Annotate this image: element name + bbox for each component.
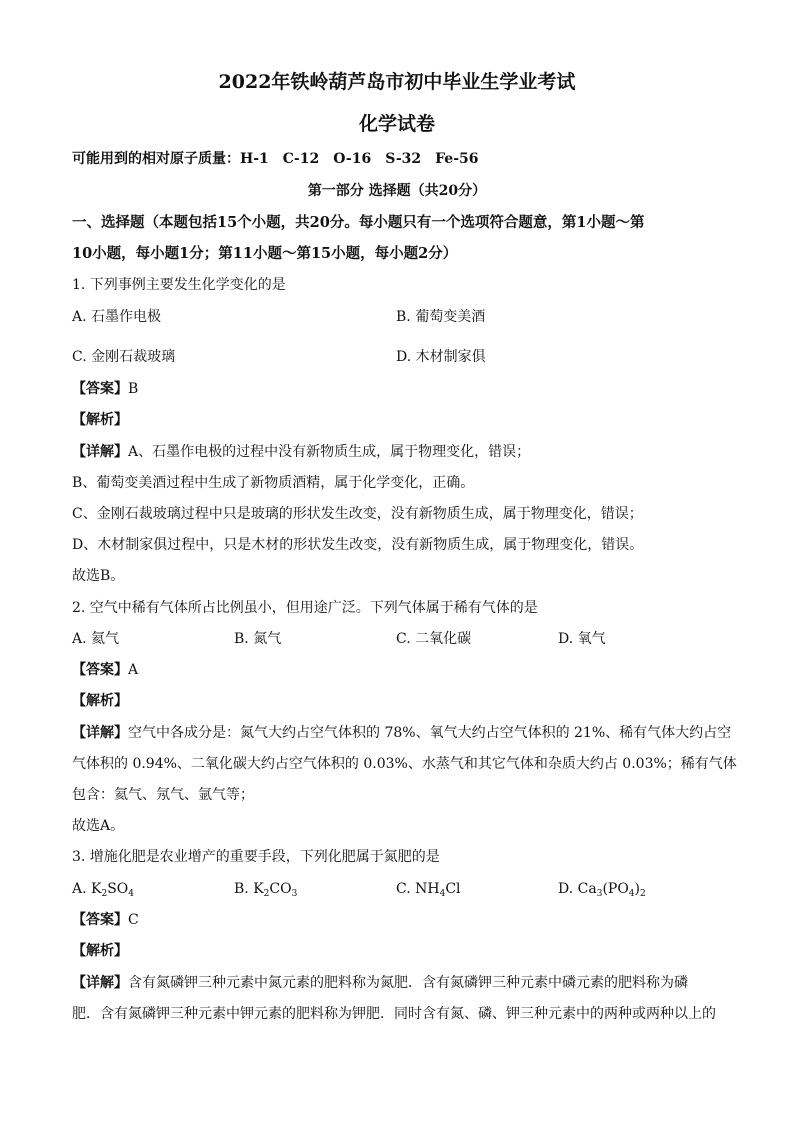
q3-detail-1 (72, 974, 688, 992)
q2-answer (72, 661, 138, 679)
q3-detail-2: 肥．含有氮磷钾三种元素中钾元素的肥料称为钾肥．同时含有氮、磷、钾三种元素中的两种或两种以上的 (72, 1006, 716, 1022)
q2-detail-1 (72, 724, 731, 742)
formula-part: Cl (445, 881, 461, 897)
q1-detail-1 (72, 443, 530, 461)
q3-answer (72, 911, 139, 929)
formula-part: ) (634, 881, 640, 897)
detail-label: 【详解】 (72, 725, 128, 741)
q3-option-c (396, 880, 461, 898)
formula-subscript: 4 (628, 889, 635, 899)
part1-title: 第一部分 选择题（共20分） (307, 183, 487, 199)
formula-subscript: 2 (263, 889, 270, 899)
option-prefix: C. (396, 881, 416, 897)
option-prefix: A. (72, 881, 92, 897)
q3-answer-value: C (128, 912, 139, 928)
q2-analysis-label: 【解析】 (72, 693, 128, 709)
q3-stem: 3. 增施化肥是农业增产的重要手段，下列化肥属于氮肥的是 (72, 849, 440, 865)
detail-label: 【详解】 (72, 444, 128, 460)
q1-answer (72, 380, 138, 398)
answer-label: 【答案】 (72, 912, 128, 928)
exam-subtitle: 化学试卷 (358, 113, 435, 135)
q2-option-a: A. 氦气 (72, 631, 120, 647)
instructions-line-2: 10小题，每小题1分；第11小题～第15小题，每小题2分） (72, 245, 458, 262)
formula-part: CO (269, 881, 292, 897)
q2-detail-2: 气体积的 0.94%、二氧化碳大约占空气体积的 0.03%、水蒸气和其它气体和杂质大约占 0.03%；稀有气体 (72, 756, 737, 772)
formula-subscript: 2 (101, 889, 108, 899)
formula-subscript: 4 (128, 889, 135, 899)
q1-detail-2: B、葡萄变美酒过程中生成了新物质酒精，属于化学变化，正确。 (72, 475, 475, 491)
q1-option-b: B. 葡萄变美酒 (396, 309, 486, 325)
formula-subscript: 3 (596, 889, 603, 899)
q1-conclusion: 故选B。 (72, 568, 125, 584)
formula-part: SO (107, 881, 129, 897)
option-prefix: D. (558, 881, 578, 897)
formula-subscript: 2 (640, 889, 646, 899)
formula-part: K (91, 881, 102, 897)
q1-option-a: A. 石墨作电极 (72, 309, 162, 325)
answer-label: 【答案】 (72, 381, 128, 397)
q1-answer-value: B (128, 381, 139, 397)
detail-label: 【详解】 (72, 975, 128, 991)
q1-detail-4: D、木材制家俱过程中，只是木材的形状发生改变，没有新物质生成，属于物理变化，错误。 (72, 537, 644, 553)
formula-subscript: 3 (291, 889, 298, 899)
q2-answer-value: A (128, 662, 139, 678)
q3-option-a (72, 880, 134, 898)
answer-label: 【答案】 (72, 662, 128, 678)
q2-detail-text-1: 空气中各成分是：氮气大约占空气体积的 78%、氧气大约占空气体积的 21%、稀有气体大约占空 (128, 725, 732, 741)
q2-option-c: C. 二氧化碳 (396, 631, 472, 647)
formula-part: K (253, 881, 264, 897)
q1-stem: 1. 下列事例主要发生化学变化的是 (72, 277, 286, 293)
formula-part: Ca (577, 881, 597, 897)
formula-subscript: 4 (439, 889, 446, 899)
q2-option-d: D. 氧气 (558, 631, 606, 647)
atomic-masses: 可能用到的相对原子质量：H-1 C-12 O-16 S-32 Fe-56 (72, 151, 479, 167)
formula-part: NH (415, 881, 440, 897)
q1-option-d: D. 木材制家俱 (396, 349, 486, 365)
option-prefix: B. (234, 881, 254, 897)
q1-option-c: C. 金刚石裁玻璃 (72, 349, 176, 365)
instructions-line-1: 一、选择题（本题包括15个小题，共20分。每小题只有一个选项符合题意，第1小题～第 (72, 214, 645, 231)
q3-analysis-label: 【解析】 (72, 943, 128, 959)
q1-analysis-label: 【解析】 (72, 412, 128, 428)
q1-detail-3: C、金刚石裁玻璃过程中只是玻璃的形状发生改变，没有新物质生成，属于物理变化，错误； (72, 506, 643, 522)
q1-detail-text-1: A、石墨作电极的过程中没有新物质生成，属于物理变化，错误； (128, 444, 531, 460)
q2-option-b: B. 氮气 (234, 631, 282, 647)
q3-option-b (234, 880, 297, 898)
exam-title: 2022年铁岭葫芦岛市初中毕业生学业考试 (218, 71, 576, 93)
q3-detail-text-1: 含有氮磷钾三种元素中氮元素的肥料称为氮肥．含有氮磷钾三种元素中磷元素的肥料称为磷 (128, 975, 688, 991)
formula-part: (PO (602, 881, 629, 897)
q3-option-d (558, 880, 646, 898)
q2-detail-3: 包含：氦气、氖气、氩气等； (72, 787, 254, 803)
q2-conclusion: 故选A。 (72, 818, 125, 834)
q2-stem: 2. 空气中稀有气体所占比例虽小，但用途广泛。下列气体属于稀有气体的是 (72, 600, 538, 616)
